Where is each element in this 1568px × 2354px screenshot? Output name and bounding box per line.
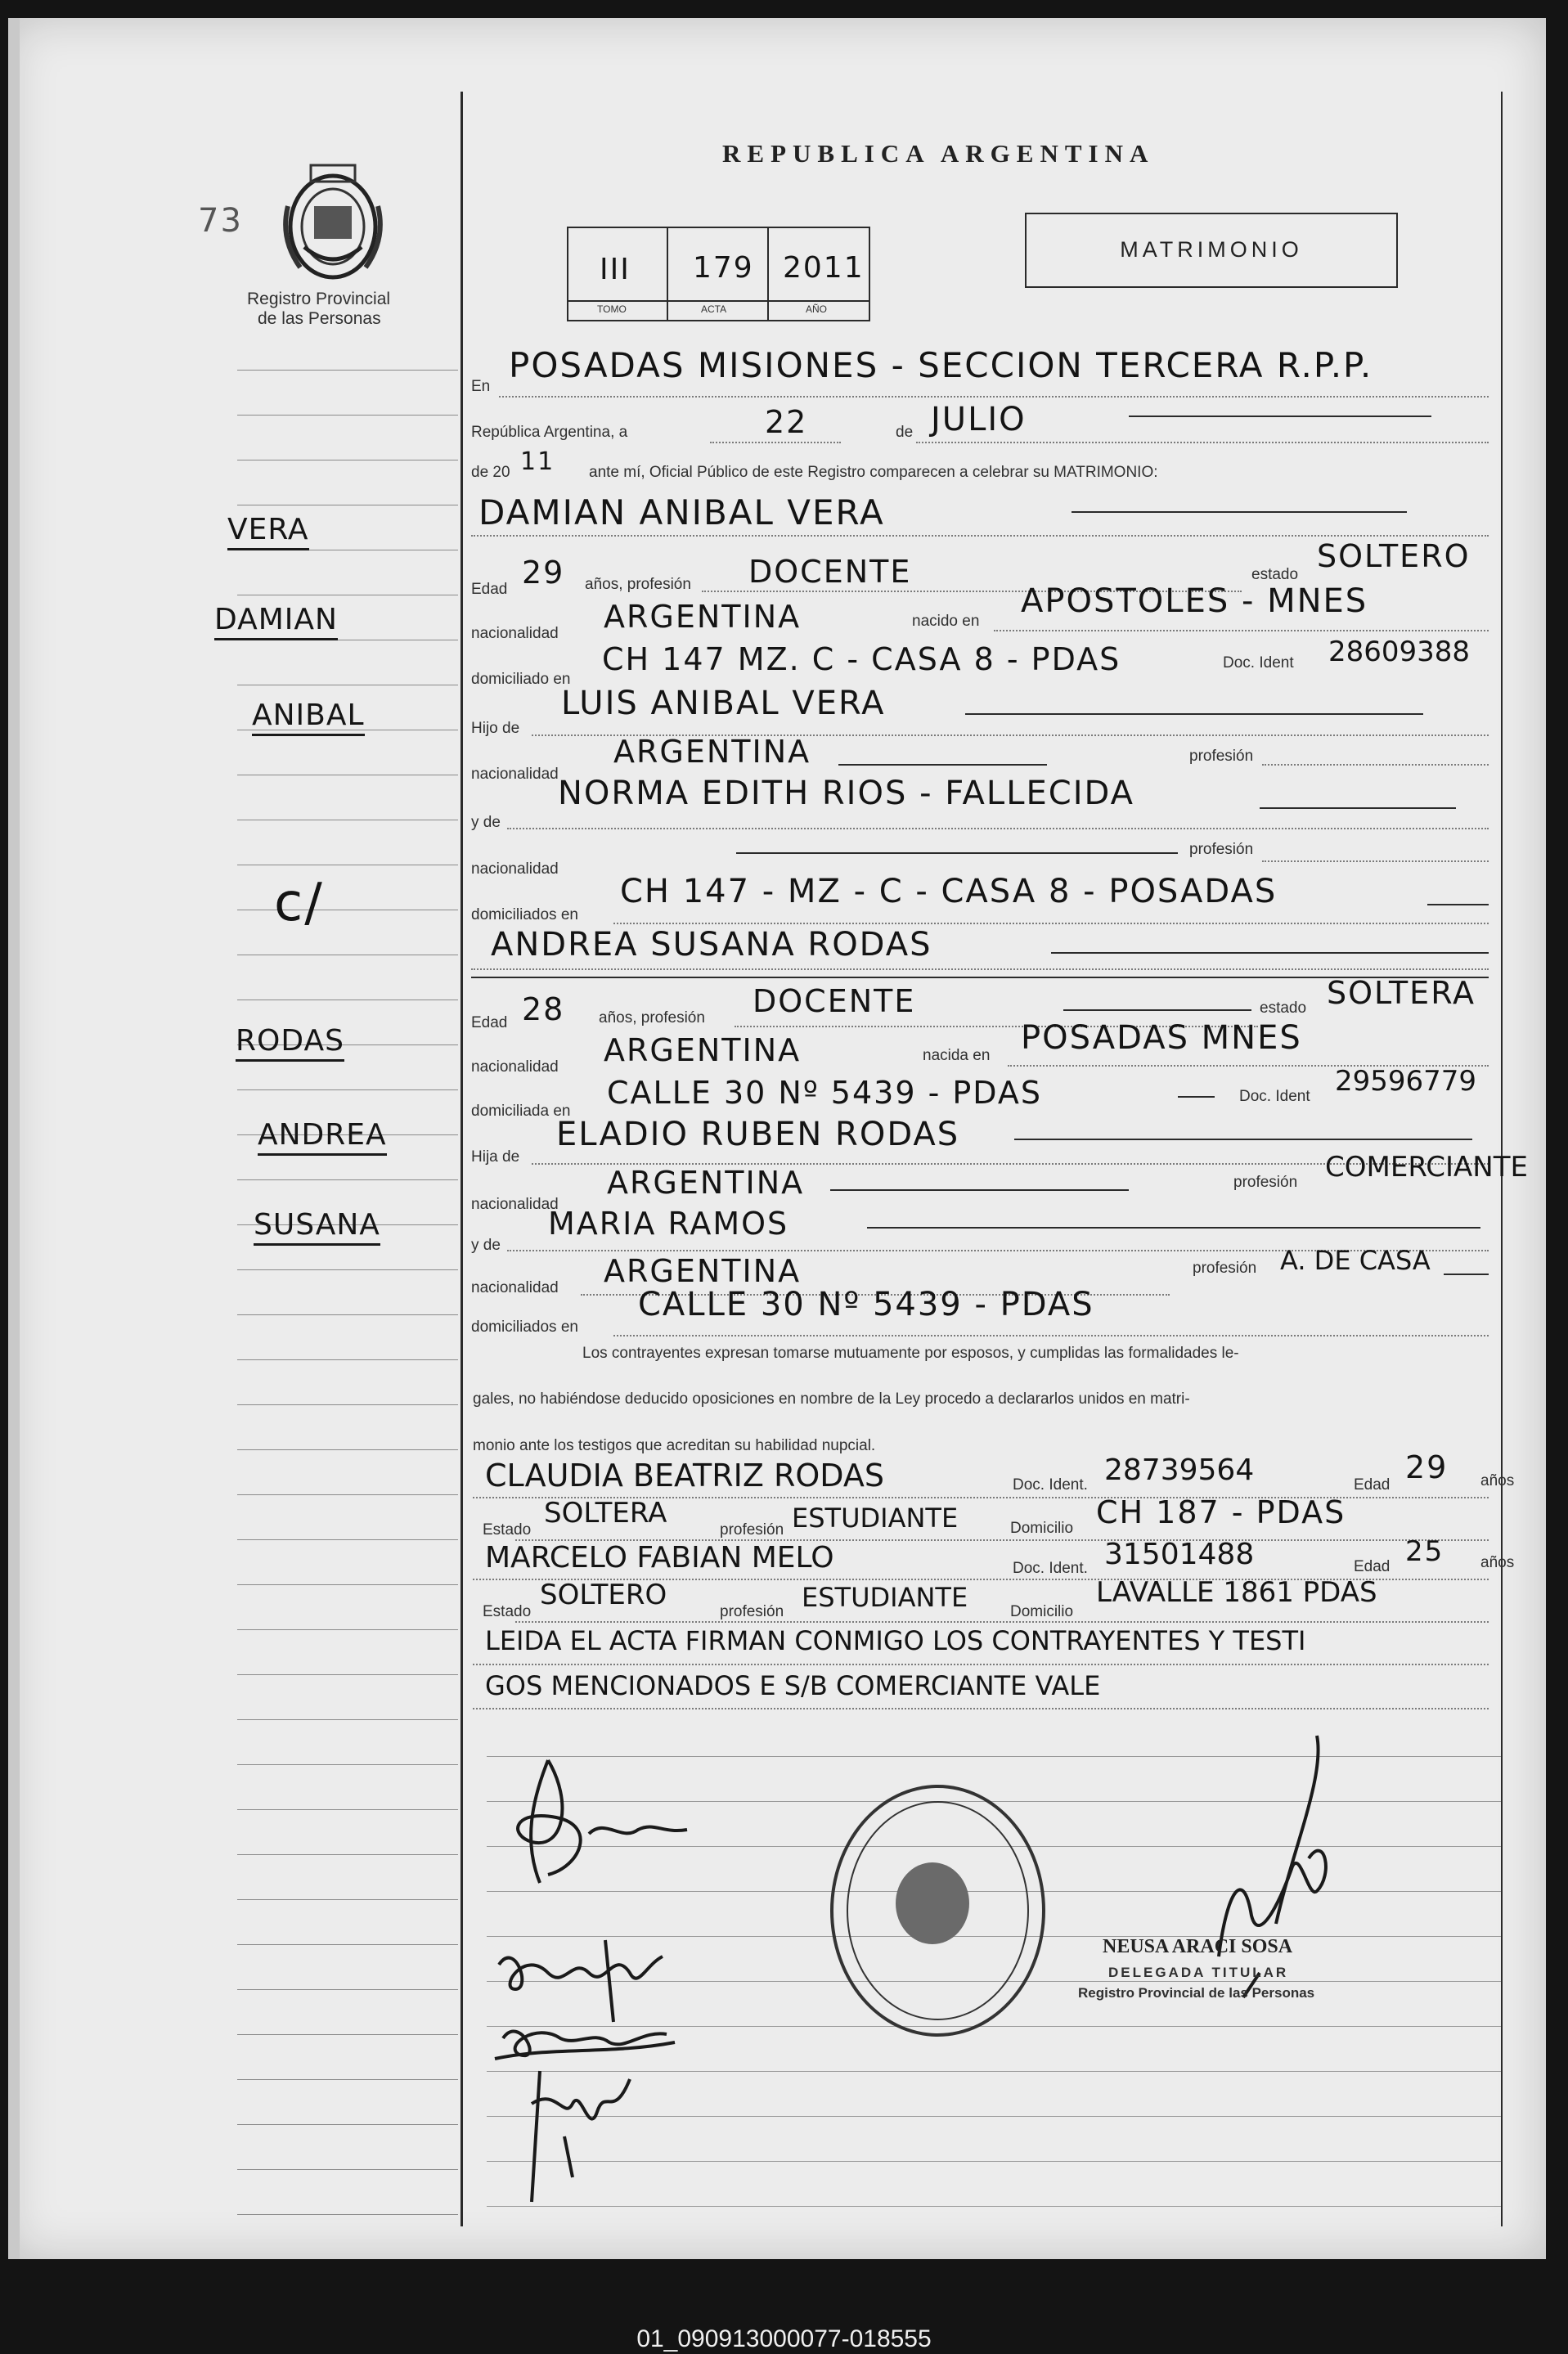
side-name-surname: VERA xyxy=(227,513,309,550)
label-anos-w1: años xyxy=(1480,1472,1515,1489)
document-page xyxy=(8,18,1546,2259)
witness2-estado: SOLTERO xyxy=(540,1579,667,1611)
label-nacido-en: nacido en xyxy=(912,613,980,630)
closing-line2: GOS MENCIONADOS E S/B COMERCIANTE VALE xyxy=(485,1670,1101,1701)
label-hija-de: Hija de xyxy=(471,1148,520,1166)
label-edad-w2: Edad xyxy=(1354,1558,1391,1575)
label-de: de xyxy=(896,424,914,441)
label-anos-profesion: años, profesión xyxy=(585,576,691,593)
groom-padre: LUIS ANIBAL VERA xyxy=(561,685,886,722)
doc-type: MATRIMONIO xyxy=(1120,237,1303,262)
label-anos-w2: años xyxy=(1480,1554,1515,1571)
page-title: REPUBLICA ARGENTINA xyxy=(722,139,1155,168)
witness1-profesion: ESTUDIANTE xyxy=(792,1503,959,1534)
label-domiciliados-en-2: domiciliados en xyxy=(471,1319,578,1336)
bride-profesion: DOCENTE xyxy=(753,983,916,1019)
bride-madre-prof: A. DE CASA xyxy=(1280,1245,1431,1276)
page-number: 73 xyxy=(198,202,243,240)
groom-madre: NORMA EDITH RIOS - FALLECIDA xyxy=(558,775,1134,812)
witness2-edad: 25 xyxy=(1405,1535,1444,1568)
official-name: NEUSA ARACI SOSA xyxy=(1103,1936,1293,1957)
label-domiciliados-en: domiciliados en xyxy=(471,906,578,923)
bride-name: ANDREA SUSANA RODAS xyxy=(491,926,932,964)
coat-of-arms-icon xyxy=(272,149,394,292)
anio-label: AÑO xyxy=(806,303,828,315)
closing-line1: LEIDA EL ACTA FIRMAN CONMIGO LOS CONTRAYENTES Y TESTI xyxy=(485,1625,1306,1656)
witness2-profesion: ESTUDIANTE xyxy=(802,1582,968,1613)
groom-nacionalidad: ARGENTINA xyxy=(604,599,802,635)
tomo-label: TOMO xyxy=(597,303,627,315)
groom-edad: 29 xyxy=(522,555,565,591)
label-nacionalidad-6: nacionalidad xyxy=(471,1279,559,1296)
statement-line1: Los contrayentes expresan tomarse mutuamente por esposos, y cumplidas las formalidades le- xyxy=(582,1345,1239,1362)
label-estado-2: estado xyxy=(1260,1000,1307,1017)
label-doc-ident-2: Doc. Ident xyxy=(1239,1088,1310,1105)
label-doc-ident-w2: Doc. Ident. xyxy=(1013,1560,1088,1577)
label-edad: Edad xyxy=(471,581,508,598)
groom-nacido-en: APOSTOLES - MNES xyxy=(1021,582,1368,620)
official-office: Registro Provincial de las Personas xyxy=(1078,1985,1315,2001)
bride-padre: ELADIO RUBEN RODAS xyxy=(556,1116,960,1153)
label-domicilio-w2: Domicilio xyxy=(1010,1603,1074,1620)
label-ante-mi: ante mí, Oficial Público de este Registro comparecen a celebrar su MATRIMONIO: xyxy=(589,464,1158,481)
label-nacionalidad-5: nacionalidad xyxy=(471,1196,559,1213)
day-value: 22 xyxy=(765,404,808,440)
label-doc-ident-w1: Doc. Ident. xyxy=(1013,1476,1088,1494)
label-edad-2: Edad xyxy=(471,1014,508,1031)
label-anos-profesion-2: años, profesión xyxy=(599,1009,705,1027)
label-profesion-3: profesión xyxy=(1233,1174,1298,1191)
document-id-footer: 01_090913000077-018555 xyxy=(636,2325,932,2352)
tomo-value: III xyxy=(600,253,631,286)
registry-line1: Registro Provincial xyxy=(247,290,391,308)
label-edad-w1: Edad xyxy=(1354,1476,1391,1494)
anio-value: 2011 xyxy=(783,251,865,285)
signature-groom xyxy=(499,1752,712,1899)
groom-padre-nac: ARGENTINA xyxy=(613,734,811,770)
place-value: POSADAS MISIONES - SECCION TERCERA R.P.P. xyxy=(509,345,1373,385)
doc-type-box xyxy=(1025,213,1398,288)
groom-profesion: DOCENTE xyxy=(748,554,912,590)
bride-domiciliados: CALLE 30 Nº 5439 - PDAS xyxy=(638,1286,1094,1323)
label-profesion-w1: profesión xyxy=(720,1521,784,1539)
side-name-bride-second: SUSANA xyxy=(254,1208,380,1246)
label-y-de: y de xyxy=(471,814,501,831)
witness1-estado: SOLTERA xyxy=(544,1497,667,1530)
side-name-bride-surname: RODAS xyxy=(236,1024,344,1062)
bride-doc: 29596779 xyxy=(1335,1065,1477,1098)
acta-label: ACTA xyxy=(701,303,727,315)
label-en: En xyxy=(471,378,491,395)
label-domicilio-w1: Domicilio xyxy=(1010,1520,1074,1537)
bride-padre-nac: ARGENTINA xyxy=(607,1165,805,1201)
label-nacida-en: nacida en xyxy=(923,1047,991,1064)
groom-estado: SOLTERO xyxy=(1317,538,1471,574)
witness1-edad: 29 xyxy=(1405,1449,1449,1485)
bride-estado: SOLTERA xyxy=(1327,975,1476,1011)
witness2-doc: 31501488 xyxy=(1104,1538,1255,1571)
label-profesion-w2: profesión xyxy=(720,1603,784,1620)
label-nacionalidad: nacionalidad xyxy=(471,625,559,642)
label-de-20: de 20 xyxy=(471,464,510,481)
side-name-first: DAMIAN xyxy=(214,603,338,640)
witness1-doc: 28739564 xyxy=(1104,1453,1255,1487)
bride-edad: 28 xyxy=(522,991,565,1027)
side-name-conjunction: c/ xyxy=(274,873,324,933)
seal-emblem-icon xyxy=(896,1862,969,1944)
bride-domicilio: CALLE 30 Nº 5439 - PDAS xyxy=(607,1075,1043,1111)
statement-line2: gales, no habiéndose deducido oposiciones en nombre de la Ley procedo a declararlos unidos en matri- xyxy=(473,1390,1190,1408)
witness2-name: MARCELO FABIAN MELO xyxy=(485,1541,834,1575)
label-republica: República Argentina, a xyxy=(471,424,628,441)
label-domiciliado-en: domiciliado en xyxy=(471,671,571,688)
label-y-de-2: y de xyxy=(471,1237,501,1254)
acta-value: 179 xyxy=(693,251,754,285)
side-name-bride-first: ANDREA xyxy=(258,1118,387,1156)
groom-doc: 28609388 xyxy=(1328,636,1471,668)
label-profesion-4: profesión xyxy=(1193,1260,1257,1277)
bride-nacida-en: POSADAS MNES xyxy=(1021,1019,1302,1057)
label-nacionalidad-2: nacionalidad xyxy=(471,766,559,783)
witness1-domicilio: CH 187 - PDAS xyxy=(1096,1494,1346,1530)
side-name-second: ANIBAL xyxy=(252,699,365,736)
bride-madre: MARIA RAMOS xyxy=(548,1206,789,1242)
month-value: JULIO xyxy=(931,401,1027,438)
label-profesion: profesión xyxy=(1189,748,1254,765)
year-suffix-value: 11 xyxy=(520,447,555,476)
label-nacionalidad-3: nacionalidad xyxy=(471,860,559,878)
label-nacionalidad-4: nacionalidad xyxy=(471,1058,559,1076)
groom-name: DAMIAN ANIBAL VERA xyxy=(478,492,885,532)
registry-line2: de las Personas xyxy=(258,309,381,328)
label-estado: estado xyxy=(1251,566,1299,583)
bride-madre-nac: ARGENTINA xyxy=(604,1253,802,1289)
witness2-domicilio: LAVALLE 1861 PDAS xyxy=(1096,1576,1377,1609)
margin-rule xyxy=(461,92,463,2226)
label-domiciliada-en: domiciliada en xyxy=(471,1103,571,1120)
label-hijo-de: Hijo de xyxy=(471,720,520,737)
label-estado-w1: Estado xyxy=(483,1521,532,1539)
signature-witness2 xyxy=(515,2055,646,2218)
label-estado-w2: Estado xyxy=(483,1603,532,1620)
bride-padre-prof: COMERCIANTE xyxy=(1325,1151,1528,1184)
bride-nacionalidad: ARGENTINA xyxy=(604,1032,802,1068)
record-id-box xyxy=(567,227,870,321)
official-title: DELEGADA TITULAR xyxy=(1108,1965,1289,1980)
label-profesion-2: profesión xyxy=(1189,841,1254,858)
groom-domiciliados: CH 147 - MZ - C - CASA 8 - POSADAS xyxy=(620,873,1278,910)
statement-line3: monio ante los testigos que acreditan su habilidad nupcial. xyxy=(473,1437,876,1454)
label-doc-ident: Doc. Ident xyxy=(1223,654,1294,672)
witness1-name: CLAUDIA BEATRIZ RODAS xyxy=(485,1458,885,1494)
groom-domicilio: CH 147 MZ. C - CASA 8 - PDAS xyxy=(602,641,1121,677)
